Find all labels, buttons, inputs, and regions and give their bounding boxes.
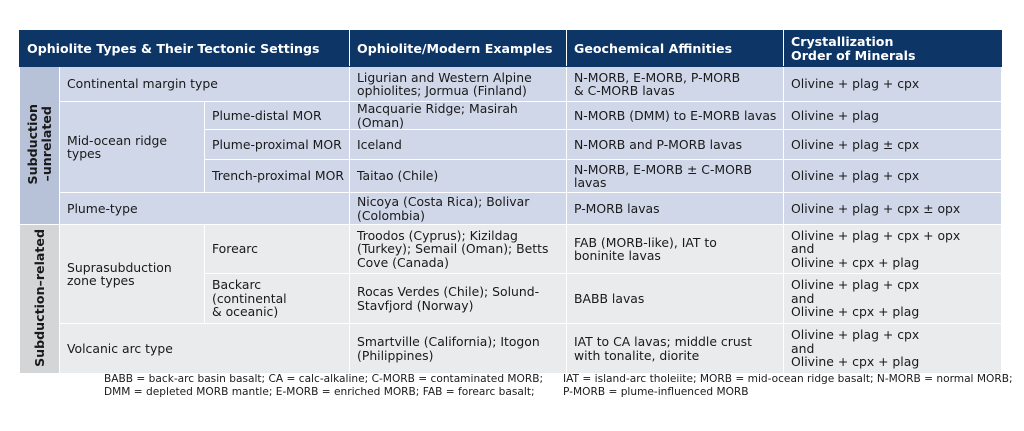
footnote-right	[563, 373, 1013, 399]
geo-forearc: FAB (MORB-like), IAT to boninite lavas	[567, 225, 784, 274]
geo-plume: P-MORB lavas	[567, 193, 784, 225]
group-subduction-related	[20, 225, 60, 374]
group-subduction-unrelated	[20, 67, 60, 225]
group-related-label: Subduction–related	[31, 228, 47, 367]
examples-plume-proximal: Iceland	[350, 130, 567, 160]
examples-continental: Ligurian and Western Alpine ophiolites; Jormua (Finland)	[350, 67, 567, 102]
cryst-trench-proximal: Olivine + plag + cpx	[784, 160, 1002, 193]
sub-plume-proximal: Plume-proximal MOR	[205, 130, 350, 160]
examples-trench-proximal: Taitao (Chile)	[350, 160, 567, 193]
footnote-left-line1: BABB = back-arc basin basalt; CA = calc-alkaline; C-MORB = contaminated MORB;	[104, 373, 544, 385]
table-row-volcanic-arc	[20, 324, 1002, 374]
footnote-left-line2: DMM = depleted MORB mantle; E-MORB = enriched MORB; FAB = forearc basalt;	[104, 386, 535, 398]
geo-backarc: BABB lavas	[567, 274, 784, 324]
header-row	[20, 31, 1002, 67]
footnote-right-line1: IAT = island-arc tholeiite; MORB = mid-ocean ridge basalt; N-MORB = normal MORB;	[563, 373, 1013, 385]
geo-plume-distal: N-MORB (DMM) to E-MORB lavas	[567, 102, 784, 130]
type-continental: Continental margin type	[60, 67, 350, 102]
sub-backarc: Backarc (continental & oceanic)	[205, 274, 350, 324]
table-row-continental	[20, 67, 1002, 102]
header-tectonic-settings: Ophiolite Types & Their Tectonic Settings	[20, 31, 350, 67]
cryst-plume: Olivine + plag + cpx ± opx	[784, 193, 1002, 225]
sub-plume-distal: Plume-distal MOR	[205, 102, 350, 130]
sub-trench-proximal: Trench-proximal MOR	[205, 160, 350, 193]
type-volcanic-arc: Volcanic arc type	[60, 324, 350, 374]
examples-volcanic-arc: Smartville (California); Itogon (Philippines)	[350, 324, 567, 374]
geo-plume-proximal: N-MORB and P-MORB lavas	[567, 130, 784, 160]
type-suprasubduction: Suprasubduction zone types	[60, 225, 205, 324]
cryst-continental: Olivine + plag + cpx	[784, 67, 1002, 102]
group-unrelated-line2: –unrelated	[38, 106, 54, 182]
cryst-forearc: Olivine + plag + cpx + opx and Olivine + cpx + plag	[784, 225, 1002, 274]
table-row-plume-distal	[20, 102, 1002, 130]
header-geochemical: Geochemical Affinities	[567, 31, 784, 67]
geo-volcanic-arc: IAT to CA lavas; middle crust with tonalite, diorite	[567, 324, 784, 374]
type-plume: Plume-type	[60, 193, 350, 225]
footnote-left	[104, 373, 543, 399]
table-row-forearc	[20, 225, 1002, 274]
header-crystallization-line2: Order of Minerals	[791, 47, 916, 63]
sub-forearc: Forearc	[205, 225, 350, 274]
table-row-plume-type	[20, 193, 1002, 225]
cryst-volcanic-arc: Olivine + plag + cpx and Olivine + cpx + plag	[784, 324, 1002, 374]
group-unrelated-line1: Subduction	[24, 104, 40, 185]
examples-backarc: Rocas Verdes (Chile); Solund- Stavfjord (Norway)	[350, 274, 567, 324]
ophiolite-table	[19, 30, 1002, 374]
cryst-plume-distal: Olivine + plag	[784, 102, 1002, 130]
header-crystallization-line1: Crystallization	[791, 34, 894, 49]
header-examples: Ophiolite/Modern Examples	[350, 31, 567, 67]
cryst-backarc: Olivine + plag + cpx and Olivine + cpx + plag	[784, 274, 1002, 324]
cryst-plume-proximal: Olivine + plag ± cpx	[784, 130, 1002, 160]
footnote-right-line2: P-MORB = plume-influenced MORB	[563, 386, 749, 398]
type-mid-ocean-ridge: Mid-ocean ridge types	[60, 102, 205, 193]
header-crystallization	[784, 31, 1002, 67]
geo-continental: N-MORB, E-MORB, P-MORB & C-MORB lavas	[567, 67, 784, 102]
examples-plume: Nicoya (Costa Rica); Bolivar (Colombia)	[350, 193, 567, 225]
examples-forearc: Troodos (Cyprus); Kizildag (Turkey); Semail (Oman); Betts Cove (Canada)	[350, 225, 567, 274]
examples-plume-distal: Macquarie Ridge; Masirah (Oman)	[350, 102, 567, 130]
geo-trench-proximal: N-MORB, E-MORB ± C-MORB lavas	[567, 160, 784, 193]
